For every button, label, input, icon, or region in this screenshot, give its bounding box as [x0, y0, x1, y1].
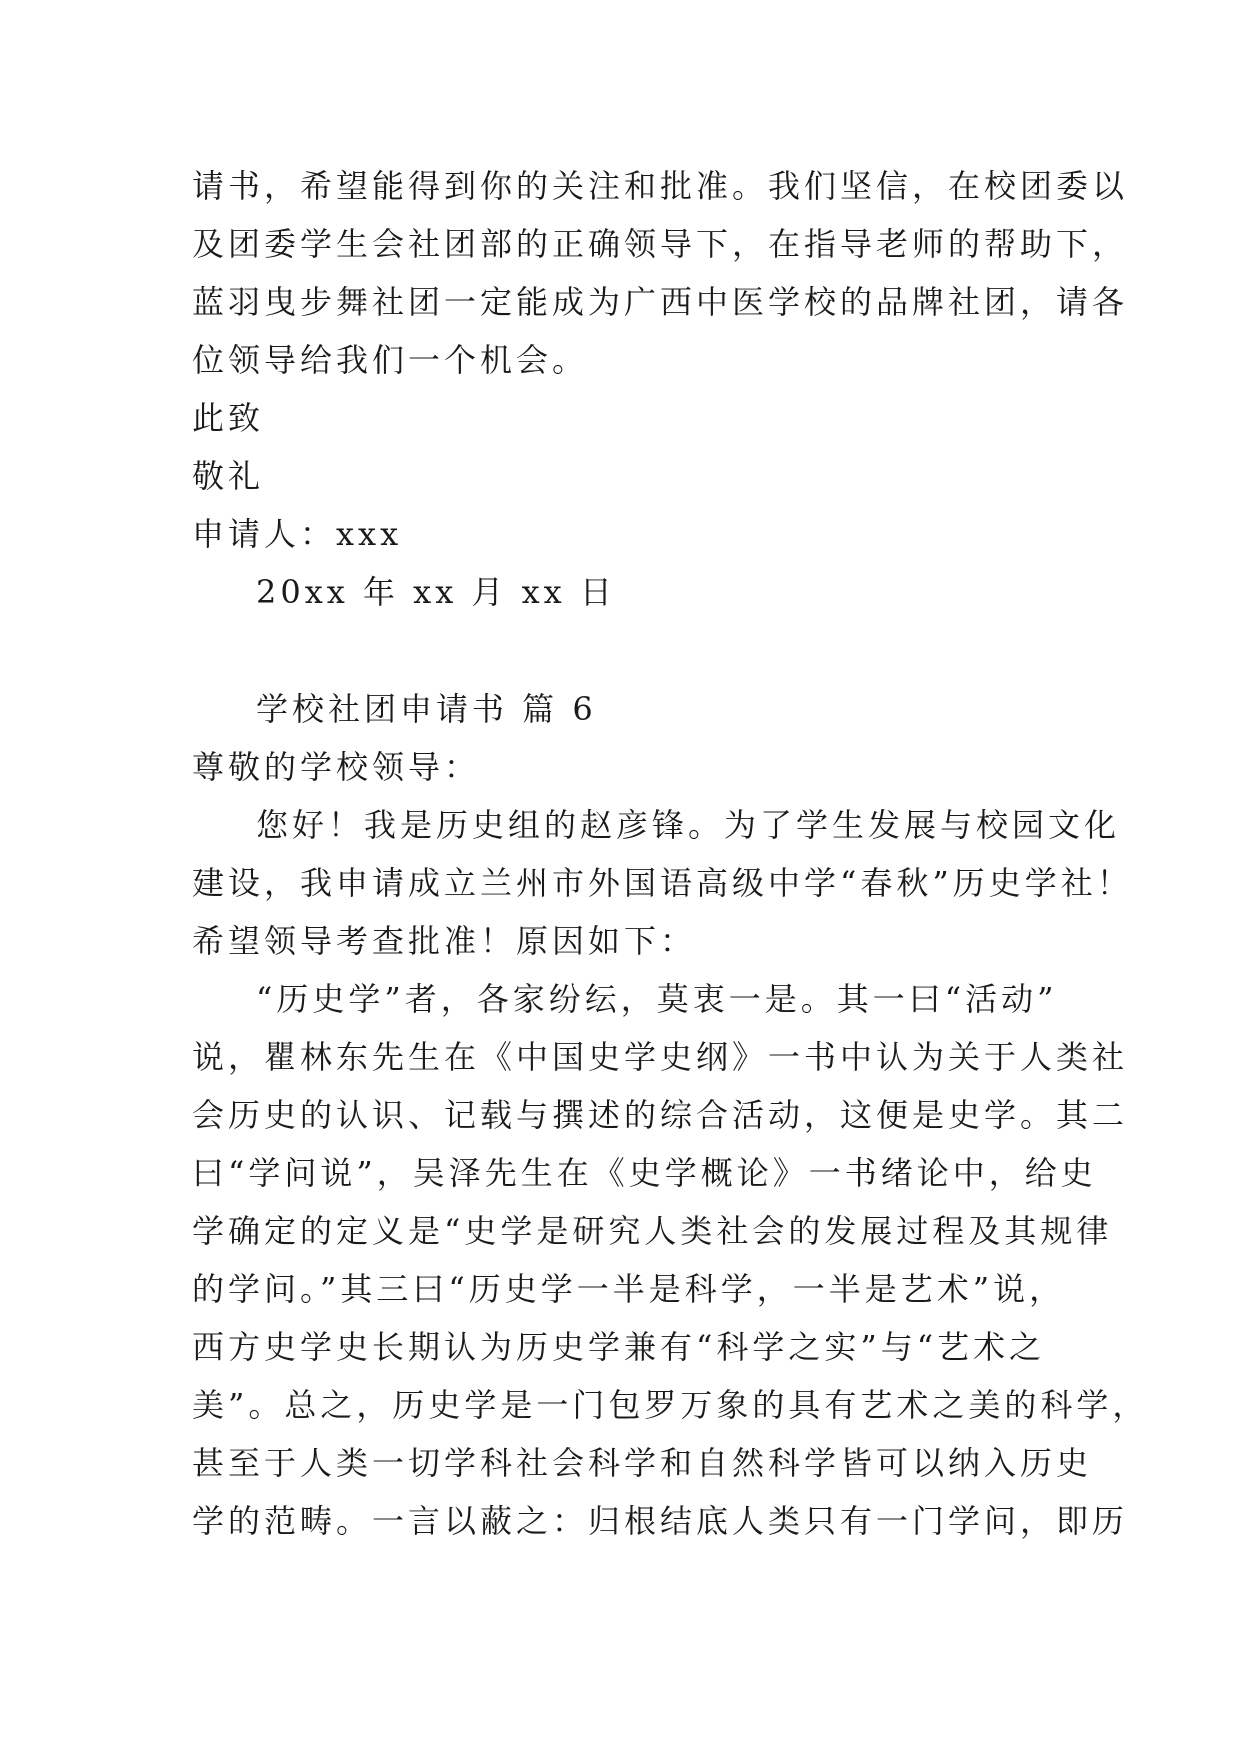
closing-line: 此致 — [192, 399, 265, 437]
section-title: 学校社团申请书 篇 6 — [256, 690, 597, 728]
body-line: 甚至于人类一切学科社会科学和自然科学皆可以纳入历史 — [192, 1444, 1093, 1482]
body-line: 美”。总之，历史学是一门包罗万象的具有艺术之美的科学， — [192, 1386, 1149, 1424]
body-line: 位领导给我们一个机会。 — [192, 341, 589, 379]
body-line: 的学问。”其三曰“历史学一半是科学，一半是艺术”说， — [192, 1270, 1066, 1308]
closing-line: 敬礼 — [192, 457, 265, 495]
body-line: 会历史的认识、记载与撰述的综合活动，这便是史学。其二 — [192, 1096, 1129, 1134]
salutation: 尊敬的学校领导： — [192, 748, 481, 786]
body-line: 希望领导考查批准！原因如下： — [192, 922, 697, 960]
date-line: 20xx 年 xx 月 xx 日 — [256, 573, 616, 611]
body-line: 学的范畴。一言以蔽之：归根结底人类只有一门学问，即历 — [192, 1502, 1129, 1540]
body-line: 学确定的定义是“史学是研究人类社会的发展过程及其规律 — [192, 1212, 1113, 1250]
body-line: 建设，我申请成立兰州市外国语高级中学“春秋”历史学社！ — [192, 864, 1133, 902]
body-line: 蓝羽曳步舞社团一定能成为广西中医学校的品牌社团，请各 — [192, 283, 1129, 321]
body-line: 说，瞿林东先生在《中国史学史纲》一书中认为关于人类社 — [192, 1038, 1129, 1076]
body-line: 西方史学史长期认为历史学兼有“科学之实”与“艺术之 — [192, 1328, 1046, 1366]
body-line: 曰“学问说”，吴泽先生在《史学概论》一书绪论中，给史 — [192, 1154, 1097, 1192]
applicant-line: 申请人：xxx — [192, 515, 403, 553]
body-line: 及团委学生会社团部的正确领导下，在指导老师的帮助下， — [192, 225, 1129, 263]
body-line: 请书，希望能得到你的关注和批准。我们坚信，在校团委以 — [192, 167, 1129, 205]
body-line: 您好！我是历史组的赵彦锋。为了学生发展与校园文化 — [256, 806, 1121, 844]
body-line: “历史学”者，各家纷纭，莫衷一是。其一曰“活动” — [256, 980, 1058, 1018]
